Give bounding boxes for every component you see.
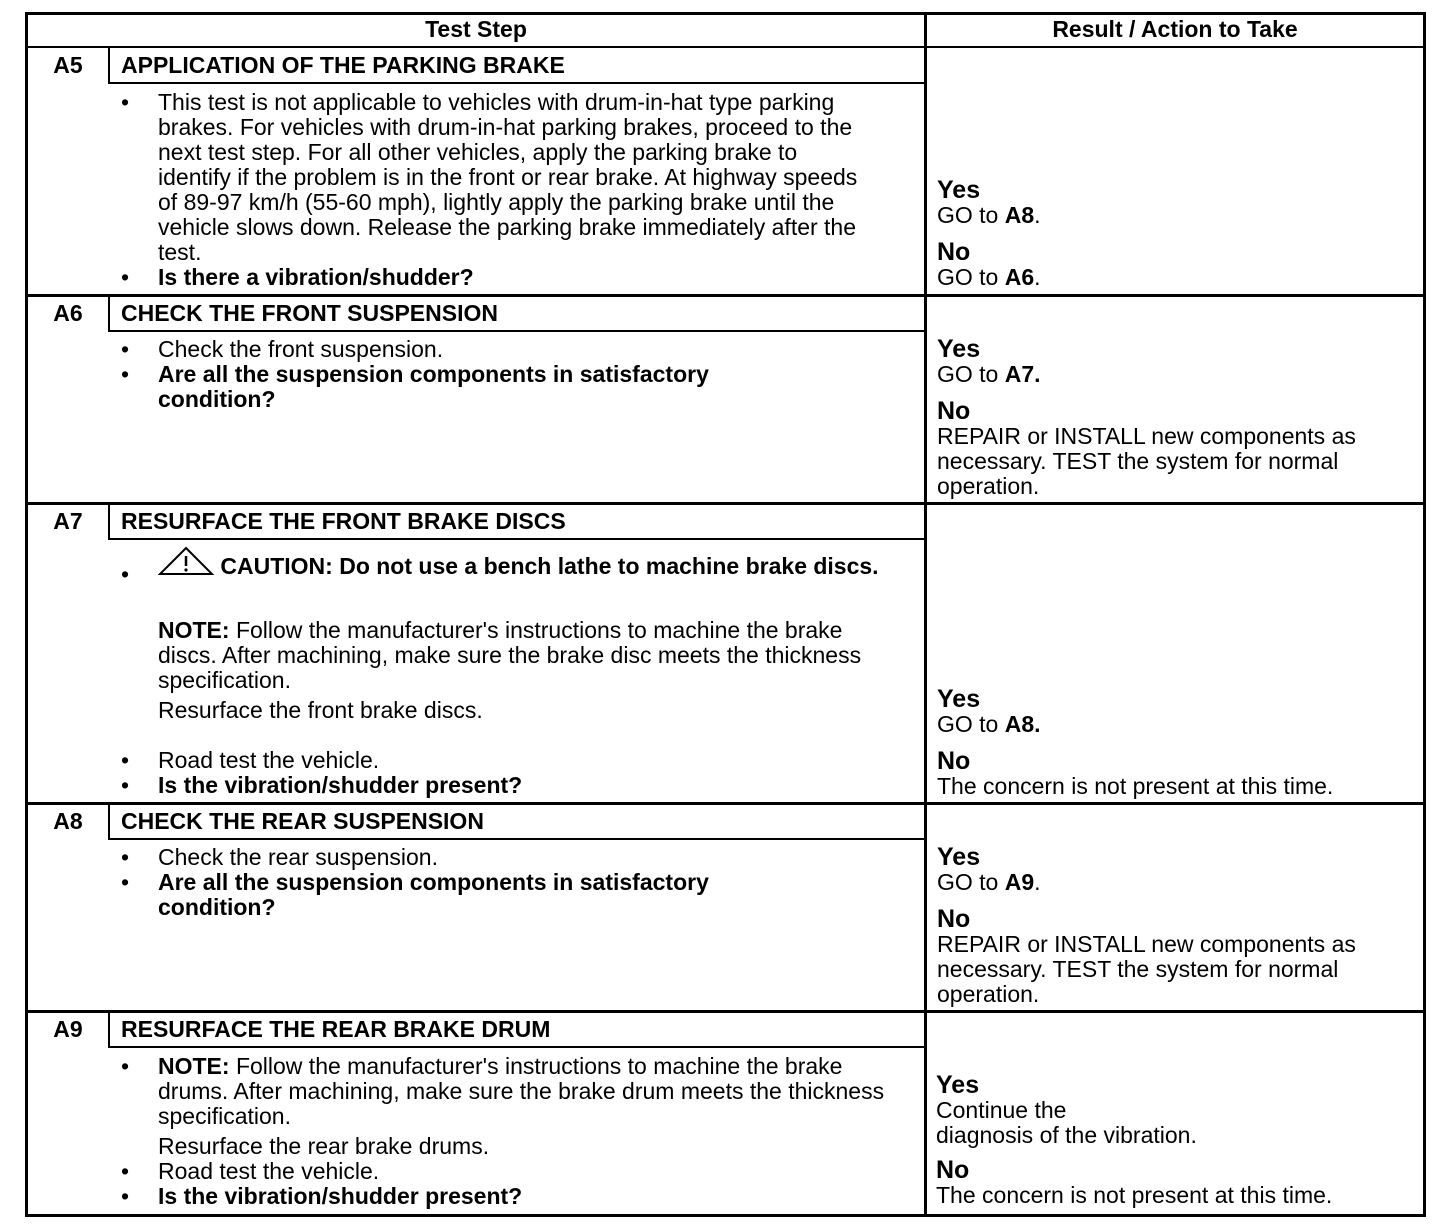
bullet: • [120,561,130,587]
step-instruction: Road test the vehicle. [158,1158,380,1184]
note-text: NOTE: Follow the manufacturer's instructions to machine the brake discs. After machining, make sure the brake disc meets the thickness specification. [158,617,862,693]
step-id: A9 [53,1016,83,1042]
bullet: • [120,1053,130,1079]
result-block [936,1072,1416,1208]
column-header-test-step: Test Step [425,16,527,42]
bullet: • [120,89,130,115]
yes-label: Yes [936,1071,980,1099]
step-id: A6 [53,300,83,326]
result-block [937,686,1417,799]
caution-note: CAUTION: Do not use a bench lathe to machine brake discs. [158,546,908,579]
bullet: • [120,1158,130,1184]
title-underline [108,82,926,84]
step-instruction: Road test the vehicle. [158,747,380,773]
id-divider [108,296,110,332]
title-underline [108,538,926,540]
yes-label: Yes [937,335,981,363]
bullet: • [120,772,130,798]
bullet: • [120,336,130,362]
no-label: No [936,1156,970,1184]
step-question: Is the vibration/shudder present? [158,772,523,798]
title-underline [108,330,926,332]
bullet: • [120,361,130,387]
yes-action: diagnosis of the vibration. [936,1122,1197,1148]
yes-label: Yes [937,176,981,204]
result-block [937,844,1417,1007]
step-instruction: Check the front suspension. [158,336,444,362]
no-action: REPAIR or INSTALL new components as necessary. TEST the system for normal operation. [937,423,1356,499]
step-id: A7 [53,508,83,534]
yes-label: Yes [937,843,981,871]
step-question: Are all the suspension components in satisfactory condition? [158,869,709,920]
step-title: CHECK THE FRONT SUSPENSION [121,300,498,326]
no-label: No [937,397,971,425]
yes-action: GO to A9. [937,869,1041,895]
note-text: NOTE: Follow the manufacturer's instructions to machine the brake drums. After machining, make sure the brake drum meets the thickness specification. [158,1053,885,1129]
step-title: RESURFACE THE REAR BRAKE DRUM [121,1016,551,1042]
step-title: APPLICATION OF THE PARKING BRAKE [121,52,565,78]
no-action: The concern is not present at this time. [937,773,1334,799]
bullet: • [120,869,130,895]
id-divider [108,804,110,840]
caution-icon [158,546,214,576]
column-header-result: Result / Action to Take [1052,16,1298,42]
no-label: No [937,905,971,933]
yes-action: Continue the [936,1097,1067,1123]
id-divider [108,1012,110,1048]
step-id: A8 [53,808,83,834]
id-divider [108,48,110,84]
step-instruction: This test is not applicable to vehicles with drum-in-hat type parking brakes. For vehicles with drum-in-hat parking brakes, proceed to the next test step. For all other vehicles, apply the parking brake to identify if the problem is in the front or rear brake. At highway speeds of 89-97 km/h (55-60 mph), lightly apply the parking brake until the vehicle slows down. Release the parking brake immediately after the test. [158,89,858,265]
border-right [1423,12,1426,1217]
bullet: • [120,264,130,290]
step-question: Is the vibration/shudder present? [158,1183,523,1209]
yes-action: GO to A7. [937,361,1041,387]
bullet: • [120,844,130,870]
no-action: REPAIR or INSTALL new components as necessary. TEST the system for normal operation. [937,931,1356,1007]
step-instruction: Check the rear suspension. [158,844,438,870]
bullet: • [120,747,130,773]
step-title: RESURFACE THE FRONT BRAKE DISCS [121,508,566,534]
no-label: No [937,747,971,775]
yes-action: GO to A8. [937,202,1041,228]
step-instruction: Resurface the rear brake drums. [158,1133,490,1159]
yes-label: Yes [937,685,981,713]
step-question: Is there a vibration/shudder? [158,264,474,290]
no-action: The concern is not present at this time. [936,1182,1333,1208]
bullet: • [120,1183,130,1209]
yes-action: GO to A8. [937,711,1041,737]
no-action: GO to A6. [937,264,1041,290]
id-divider [108,504,110,540]
border-bottom [25,1214,1426,1217]
result-block [937,336,1417,499]
step-id: A5 [53,52,83,78]
title-underline [108,1046,926,1048]
step-question: Are all the suspension components in satisfactory condition? [158,361,709,412]
result-block [937,177,1417,290]
title-underline [108,838,926,840]
step-instruction: Resurface the front brake discs. [158,697,483,723]
step-title: CHECK THE REAR SUSPENSION [121,808,484,834]
no-label: No [937,238,971,266]
column-divider [924,12,927,1217]
